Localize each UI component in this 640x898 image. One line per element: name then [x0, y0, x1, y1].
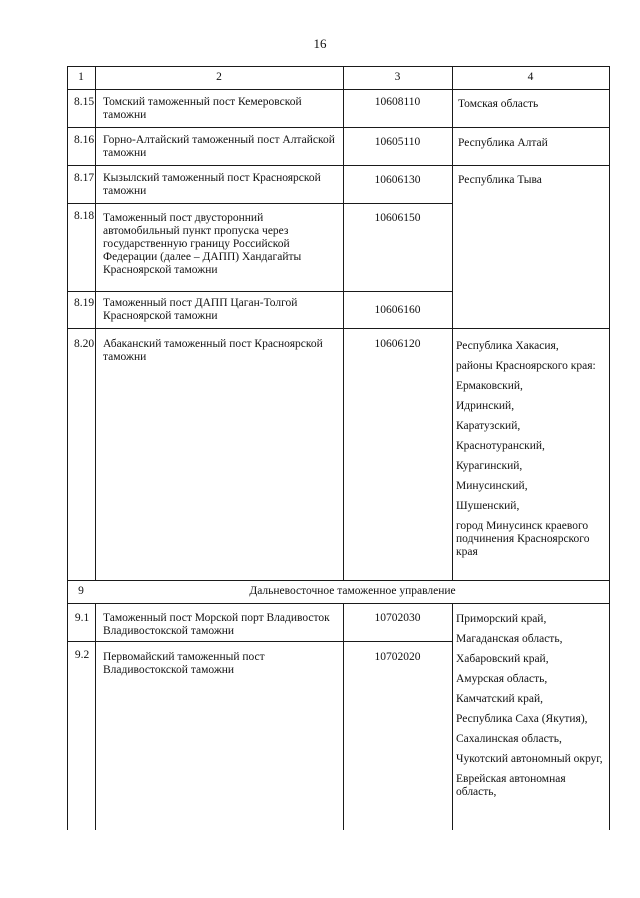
post-name: Томский таможенный пост Кемеровской таможни	[103, 96, 302, 121]
post-code: 10606120	[374, 338, 421, 350]
row-number: 8.15	[73, 96, 95, 108]
row-number: 8.18	[73, 210, 95, 222]
customs-table	[67, 66, 610, 830]
header-col-1: 1	[78, 71, 84, 83]
rule	[67, 641, 453, 642]
header-col-2: 2	[216, 71, 222, 83]
rule	[452, 66, 453, 580]
rule	[452, 603, 453, 830]
page-number: 16	[313, 36, 327, 51]
header-col-4: 4	[527, 71, 534, 83]
row-number: 9.2	[74, 649, 90, 661]
rule	[67, 203, 453, 204]
post-code: 10605110	[374, 136, 421, 148]
section-title: Дальневосточное таможенное управление	[249, 585, 456, 597]
region-item: город Минусинск краевого подчинения Красноярского края	[456, 520, 590, 558]
post-name: Таможенный пост Морской порт Владивосток Владивостокской таможни	[103, 612, 330, 637]
region-item: Каратузский,	[456, 420, 521, 432]
row-number: 8.16	[73, 134, 95, 146]
region-item: Приморский край,	[456, 613, 547, 625]
region-item: Курагинский,	[456, 460, 523, 472]
rule	[343, 603, 344, 830]
rule	[67, 66, 610, 67]
post-name: Горно-Алтайский таможенный пост Алтайской таможни	[103, 134, 335, 159]
post-code: 10606150	[374, 212, 421, 224]
post-name: Кызылский таможенный пост Красноярской таможни	[103, 172, 321, 197]
region-list	[456, 340, 600, 566]
region-item: Ермаковский,	[456, 380, 523, 392]
post-name: Первомайский таможенный пост Владивостокской таможни	[103, 651, 265, 676]
region-item: Краснотуранский,	[456, 440, 545, 452]
post-code: 10702020	[374, 651, 421, 663]
rule	[67, 603, 610, 604]
section-number: 9	[78, 585, 84, 597]
row-number: 8.19	[73, 297, 95, 309]
region-item: Идринский,	[456, 400, 515, 412]
region: Республика Алтай	[458, 137, 548, 149]
region-item: Минусинский,	[456, 480, 528, 492]
rule	[67, 165, 610, 166]
post-name: Таможенный пост двусторонний автомобильный пункт пропуска через государственную границу Российской Федерации (далее – ДАПП) Хандагайты Красноярской таможни	[103, 212, 302, 276]
post-code: 10702030	[374, 612, 421, 624]
region-item: Шушенский,	[456, 500, 520, 512]
row-number: 9.1	[74, 612, 90, 624]
region-item: Магаданская область,	[456, 633, 563, 645]
rule	[67, 291, 453, 292]
region-item: районы Красноярского края:	[456, 360, 596, 372]
row-number: 8.20	[73, 338, 95, 350]
rule	[67, 580, 610, 581]
region-item: Сахалинская область,	[456, 733, 562, 745]
rule	[95, 603, 96, 830]
region-item: Чукотский автономный округ,	[456, 753, 603, 765]
post-code: 10608110	[374, 96, 421, 108]
region-list	[456, 613, 604, 806]
rule	[609, 66, 610, 830]
post-code: 10606160	[374, 304, 421, 316]
region-item: Амурская область,	[456, 673, 548, 685]
header-col-3: 3	[394, 71, 401, 83]
rule	[67, 328, 610, 329]
post-code: 10606130	[374, 174, 421, 186]
region: Республика Тыва	[458, 174, 542, 186]
post-name: Абаканский таможенный пост Красноярской таможни	[103, 338, 323, 363]
region-item: Камчатский край,	[456, 693, 544, 705]
rule	[67, 89, 610, 90]
region-item: Хабаровский край,	[456, 653, 549, 665]
region-item: Республика Саха (Якутия),	[456, 713, 588, 725]
region: Томская область	[458, 98, 539, 110]
post-name: Таможенный пост ДАПП Цаган-Толгой Красноярской таможни	[103, 297, 298, 322]
region-item: Республика Хакасия,	[456, 340, 559, 352]
rule	[67, 127, 610, 128]
row-number: 8.17	[73, 172, 95, 184]
region-item: Еврейская автономная область,	[456, 773, 566, 798]
